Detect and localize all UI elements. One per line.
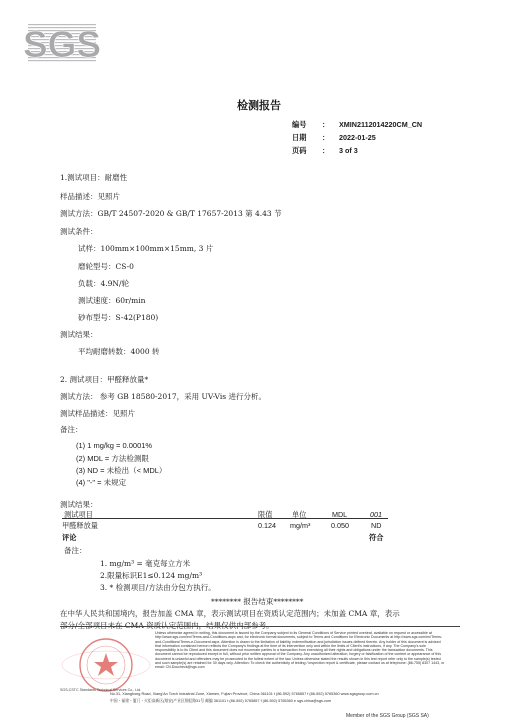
table-header-limit: 限值 xyxy=(258,510,273,519)
table-cell-unit: mg/m³ xyxy=(290,521,311,530)
s2-sample-desc: 测试样品描述：见照片 xyxy=(60,409,135,418)
report-end-mark: ******** 报告结束******** xyxy=(211,597,304,606)
s2-notes-label: 备注： xyxy=(60,425,83,434)
s2-remark-item: 3. * 检测项目/方法由分包方执行。 xyxy=(100,583,216,592)
s1-condition-item: 磨轮型号：CS-0 xyxy=(78,262,134,271)
footer-member: Member of the SGS Group (SGS SA) xyxy=(346,713,429,719)
s1-condition-item: 试样：100mm×100mm×15mm, 3 片 xyxy=(78,244,214,253)
cma-disclaimer-line-2: 部分/全部项目未在 CMA 资质认定范围内，结果仅供内部参考。 xyxy=(60,621,274,630)
s1-test-item: 1.测试项目：耐磨性 xyxy=(60,173,128,182)
sgs-logo xyxy=(22,24,102,66)
cma-disclaimer-line-1: 在中华人民共和国境内，报告加盖 CMA 章，表示测试项目在资质认定范围内；未加盖 CMA 章，表示 xyxy=(60,609,400,618)
s2-test-item: 2. 测试项目：甲醛释放量* xyxy=(60,375,149,384)
table-cell-result: ND xyxy=(371,521,382,530)
table-header-unit: 单位 xyxy=(292,510,307,519)
s2-results-label: 测试结果： xyxy=(60,500,98,509)
table-header-mdl: MDL xyxy=(332,510,348,519)
table-verdict-value: 符合 xyxy=(369,533,384,542)
date-colon: ： xyxy=(322,133,330,142)
table-cell-mdl: 0.050 xyxy=(331,521,349,530)
s2-remark-item: 1. mg/m³ = 毫克每立方米 xyxy=(100,559,191,568)
footer-address-en: No.31, Xianghong Road, Xiang'An Torch Industrial Zone, Xiamen, Fujian Province, China 361101 t (86-592) 5765857 f (86-592) 5765360 www.sgsgroup.com.cn xyxy=(110,692,379,696)
page-label: 页码 xyxy=(292,146,307,155)
footer-legal-text: Unless otherwise agreed in writing, this document is issued by the Company subject to its General Conditions of Service printed overleaf, available on request or accessible at http://www.sgs.com/en/Terms-and-Conditions.aspx and, for electronic format documents, subject to Terms and Conditions for Electronic Documents at http://www.sgs.com/en/Terms-and-Conditions/Terms-e-Document.aspx. Attention is drawn to the limitation of liability, indemnification and jurisdiction issues defined therein. Any holder of this document is advised that information contained hereon reflects the Company's findings at the time of its intervention only and within the limits of Client's instructions, if any. The Company's sole responsibility is to its Client and this document does not exonerate parties to a transaction from exercising all their rights and obligations under the transaction documents. This document cannot be reproduced except in full, without prior written approval of the Company. Any unauthorized alteration, forgery or falsification of the content or appearance of this document is unlawful and offenders may be prosecuted to the fullest extent of the law. Unless otherwise stated the results shown in this test report refer only to the sample(s) tested and such sample(s) are retained for 30 days only. Attention: To check the authenticity of testing / inspection report & certificate, please contact us at telephone: (86-755) 8307 1443, or email: CN.Doccheck@sgs.com xyxy=(155,631,445,670)
report-no-label: 编号 xyxy=(292,120,307,129)
s2-note-item: (3) ND = 未检出（< MDL） xyxy=(76,466,167,475)
footer-address-cn: 中国・福建・厦门・火炬高新区(翔安)产业区翔虹路31号 邮编 361101 t (86-592) 5765857 f (86-592) 5765360 e sgs.china@sgs.com xyxy=(110,699,332,703)
table-cell-limit: 0.124 xyxy=(258,521,276,530)
s1-method: 测试方法：GB/T 24507-2020 & GB/T 17657-2013 第 4.43 节 xyxy=(60,209,282,218)
report-title: 检测报告 xyxy=(237,99,281,112)
page-colon: ： xyxy=(322,146,330,155)
s1-condition-item: 负载：4.9N/轮 xyxy=(78,279,130,288)
report-no-value: XMIN2112014220CM_CN xyxy=(339,120,423,129)
date-value: 2022-01-25 xyxy=(339,133,376,142)
s1-condition-item: 测试速度：60r/min xyxy=(78,296,146,305)
s2-remark-item: 2.限量标识E1≤0.124 mg/m³ xyxy=(100,571,203,580)
logo-text: SGS xyxy=(22,24,102,65)
s1-conditions-label: 测试条件： xyxy=(60,227,98,236)
table-header-item: 测试项目 xyxy=(64,510,93,519)
s2-note-item: (1) 1 mg/kg = 0.0001% xyxy=(76,441,153,450)
s2-method: 测试方法： 参考 GB 18580-2017，采用 UV-Vis 进行分析。 xyxy=(60,392,266,401)
s2-remarks-label: 备注： xyxy=(64,546,87,555)
s2-note-item: (2) MDL = 方法检测限 xyxy=(76,454,149,463)
s1-results-label: 测试结果： xyxy=(60,330,98,339)
s2-note-item: (4) "-" = 未规定 xyxy=(76,478,127,487)
table-cell-item: 甲醛释放量 xyxy=(62,521,98,530)
date-label: 日期 xyxy=(292,133,307,142)
s1-condition-item: 砂布型号：S-42(P180) xyxy=(78,313,159,322)
table-verdict-label: 评论 xyxy=(62,533,77,542)
table-divider xyxy=(62,518,388,519)
s1-result: 平均耐磨转数：4000 转 xyxy=(78,347,160,356)
table-header-sample: 001 xyxy=(370,510,382,519)
page-value: 3 of 3 xyxy=(339,146,358,155)
report-no-colon: ： xyxy=(322,120,330,129)
footer-company: SGS-CSTC Standards Technical Services Co., Ltd. xyxy=(60,688,142,692)
s1-sample-desc: 样品描述：见照片 xyxy=(60,192,120,201)
footer-divider xyxy=(60,626,460,627)
